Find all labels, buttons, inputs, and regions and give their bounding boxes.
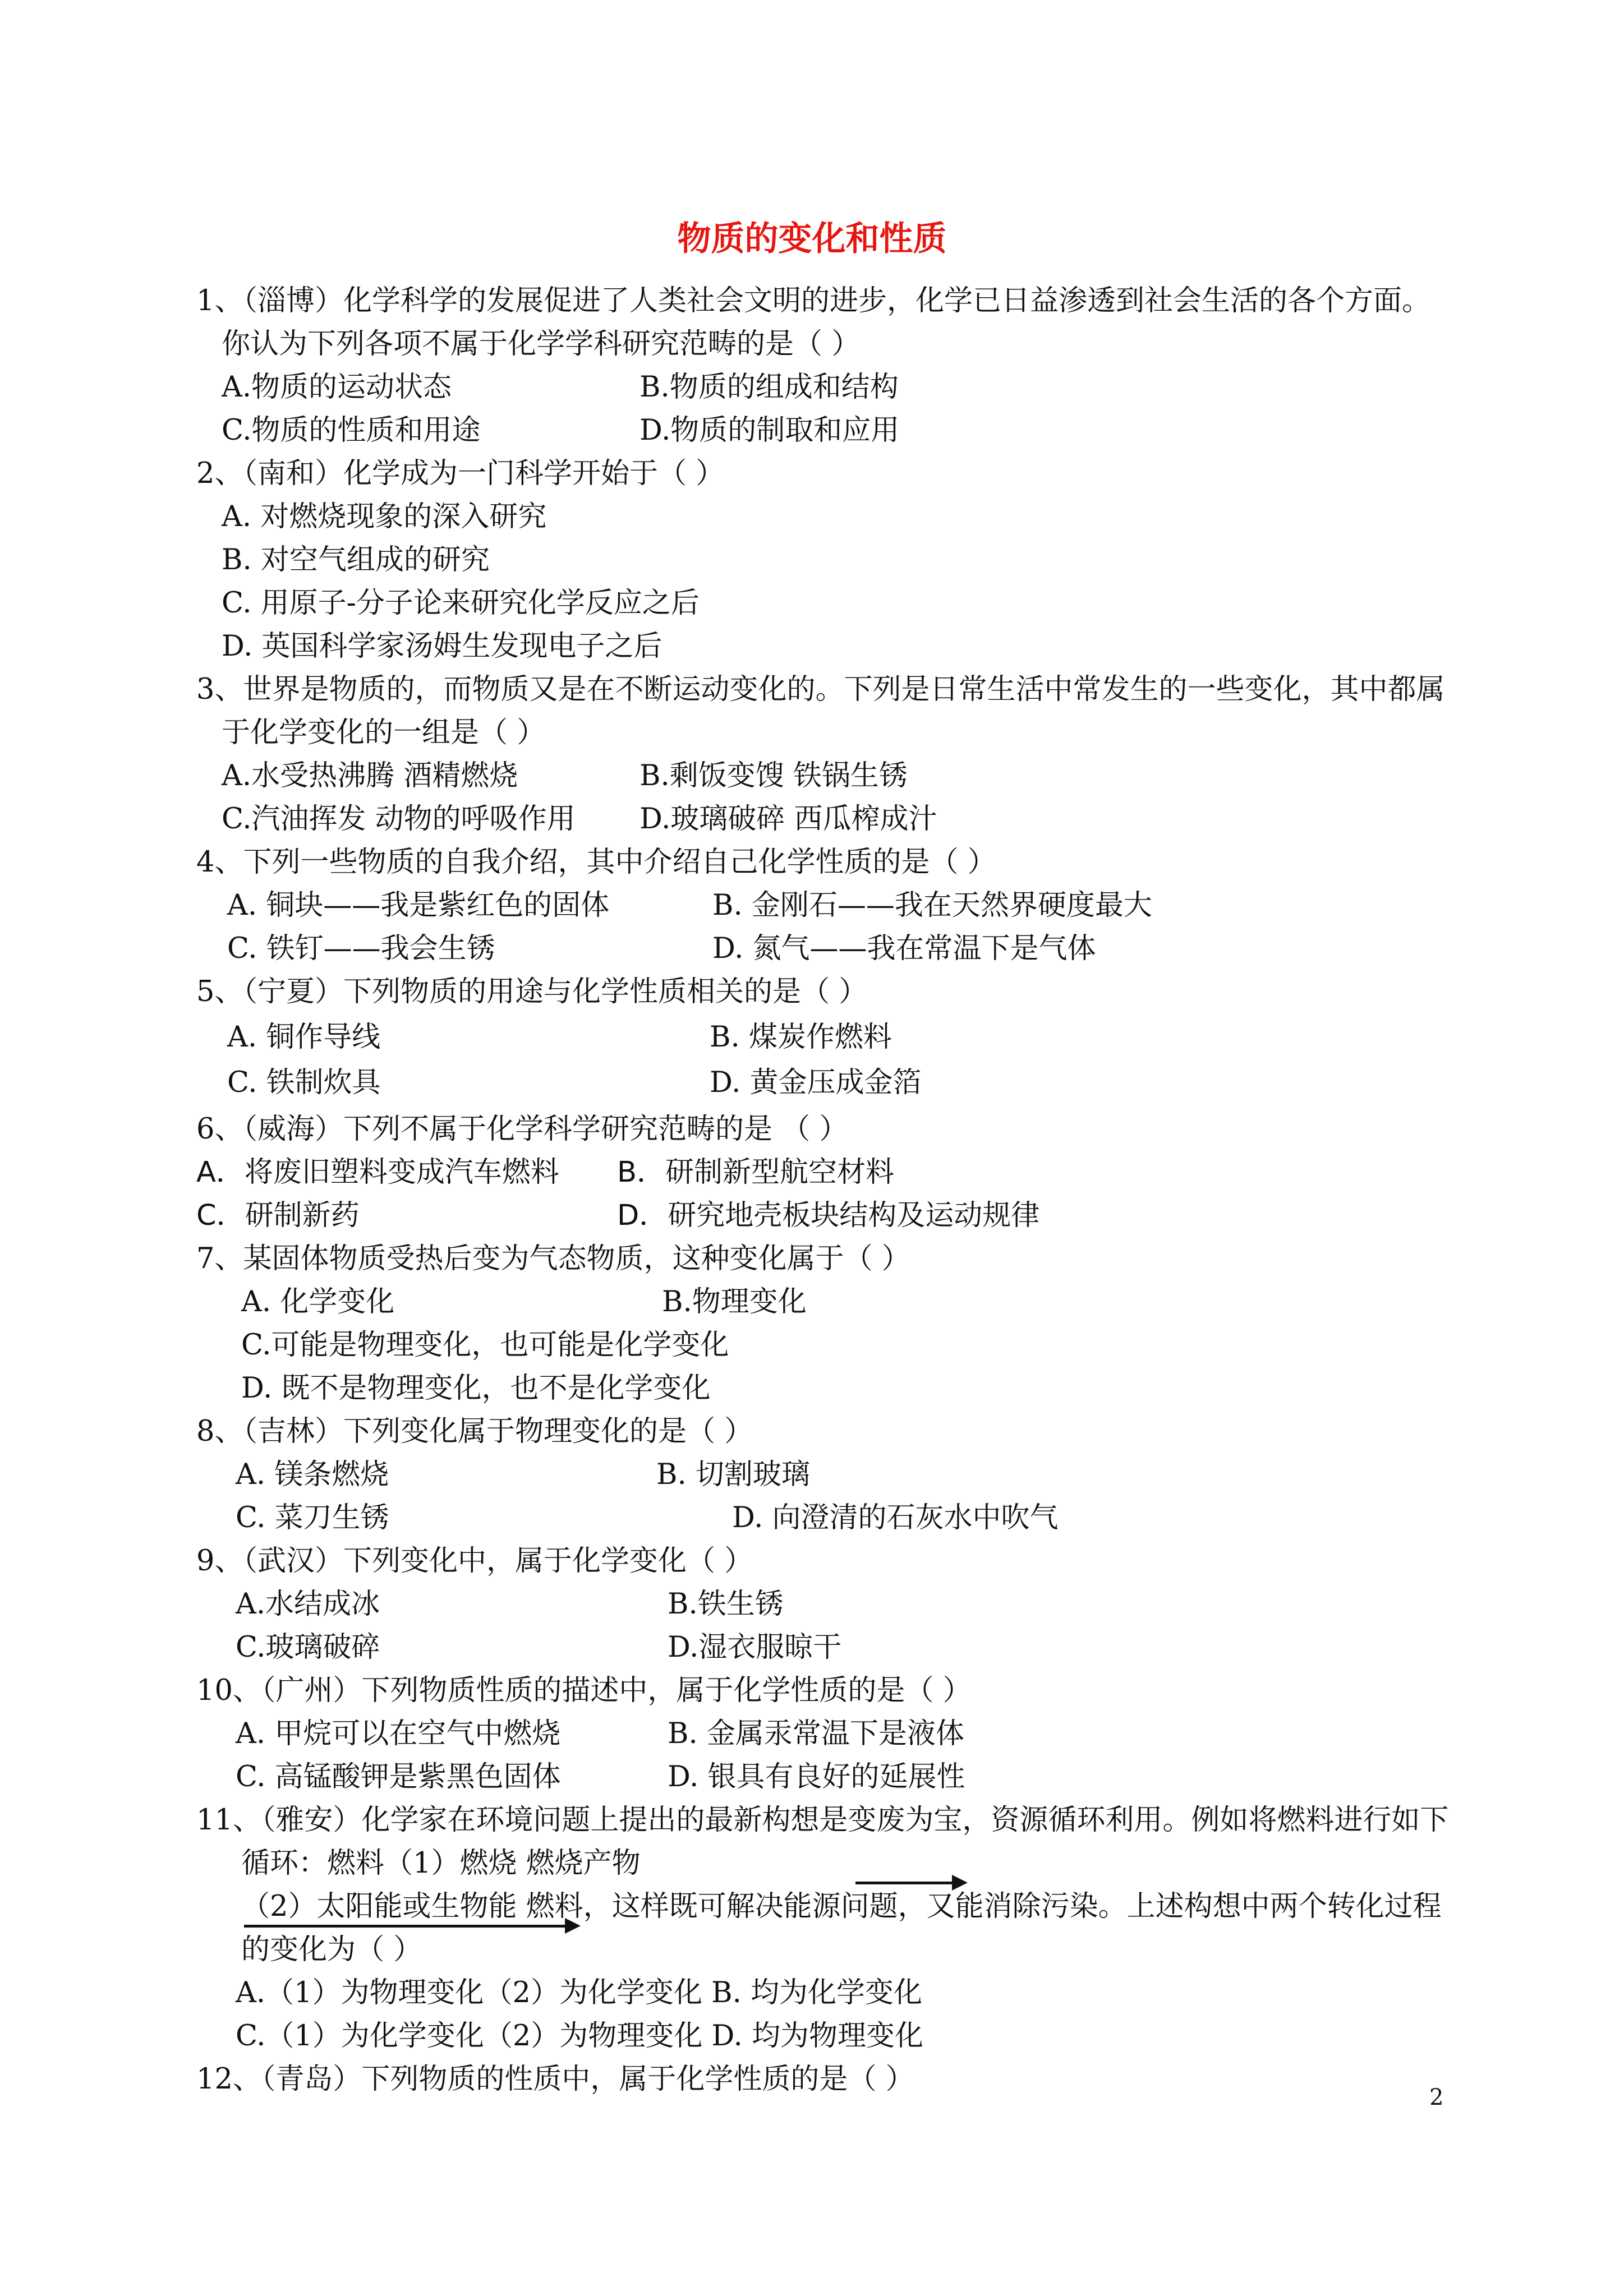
q6-option-b: B．研制新型航空材料 — [617, 1156, 894, 1189]
q3-option-b: B.剩饭变馊 铁锅生锈 — [640, 759, 908, 792]
q2-option-d: D. 英国科学家汤姆生发现电子之后 — [222, 630, 663, 663]
q10-stem: 10、（广州）下列物质性质的描述中，属于化学性质的是（ ） — [196, 1674, 972, 1707]
q9-option-b: B.铁生锈 — [668, 1588, 784, 1621]
q11-arrow-icon-2 — [244, 1916, 581, 1935]
q11-stem-cont2: （2）太阳能或生物能 燃料，这样既可解决能源问题，又能消除污染。上述构想中两个转化过程 — [241, 1890, 1442, 1923]
q6-option-d: D．研究地壳板块结构及运动规律 — [617, 1199, 1040, 1232]
q8-option-a: A. 镁条燃烧 — [236, 1458, 389, 1491]
q6-option-c: C．研制新药 — [196, 1199, 360, 1232]
q9-option-c: C.玻璃破碎 — [236, 1631, 380, 1664]
q10-option-a: A. 甲烷可以在空气中燃烧 — [236, 1717, 561, 1750]
q6-stem: 6、（威海）下列不属于化学科学研究范畴的是 （ ） — [196, 1113, 848, 1146]
q2-option-c: C. 用原子-分子论来研究化学反应之后 — [222, 587, 700, 620]
q4-option-c: C. 铁钉——我会生锈 — [227, 932, 495, 965]
q1-stem-cont: 你认为下列各项不属于化学学科研究范畴的是（ ） — [222, 328, 861, 361]
q8-option-d: D. 向澄清的石灰水中吹气 — [732, 1501, 1059, 1534]
q3-option-a: A.水受热沸腾 酒精燃烧 — [222, 759, 518, 792]
q4-option-b: B. 金刚石——我在天然界硬度最大 — [712, 889, 1152, 922]
q11-stem-cont: 循环：燃料（1）燃烧 燃烧产物 — [241, 1847, 641, 1880]
q1-option-a: A.物质的运动状态 — [222, 371, 452, 404]
q8-option-c: C. 菜刀生锈 — [236, 1501, 389, 1534]
q3-option-c: C.汽油挥发 动物的呼吸作用 — [222, 803, 576, 836]
q9-option-d: D.湿衣服晾干 — [668, 1631, 842, 1664]
q1-option-d: D.物质的制取和应用 — [640, 414, 900, 447]
q5-option-a: A. 铜作导线 — [227, 1021, 381, 1054]
q7-option-b: B.物理变化 — [662, 1285, 807, 1318]
q1-option-c: C.物质的性质和用途 — [222, 414, 481, 447]
q11-stem-cont3: 的变化为（ ） — [241, 1933, 422, 1966]
q3-stem-cont: 于化学变化的一组是（ ） — [222, 716, 546, 749]
q11-option-ab: A.（1）为物理变化（2）为化学变化 B. 均为化学变化 — [236, 1976, 923, 2009]
q2-option-a: A. 对燃烧现象的深入研究 — [222, 500, 547, 533]
q5-option-b: B. 煤炭作燃料 — [710, 1021, 892, 1054]
q9-option-a: A.水结成冰 — [236, 1588, 380, 1621]
q9-stem: 9、（武汉）下列变化中，属于化学变化（ ） — [196, 1545, 753, 1578]
q2-stem: 2、（南和）化学成为一门科学开始于（ ） — [196, 457, 725, 490]
q3-stem: 3、世界是物质的，而物质又是在不断运动变化的。下列是日常生活中常发生的一些变化，其中都属 — [196, 673, 1445, 706]
q4-stem: 4、下列一些物质的自我介绍，其中介绍自己化学性质的是（ ） — [196, 846, 996, 879]
q10-option-b: B. 金属汞常温下是液体 — [668, 1717, 964, 1750]
q8-option-b: B. 切割玻璃 — [656, 1458, 810, 1491]
page-number: 2 — [1429, 2085, 1444, 2110]
q5-stem: 5、（宁夏）下列物质的用途与化学性质相关的是（ ） — [196, 975, 868, 1008]
q7-stem: 7、某固体物质受热后变为气态物质，这种变化属于（ ） — [196, 1242, 910, 1275]
q7-option-c: C.可能是物理变化，也可能是化学变化 — [241, 1329, 729, 1362]
q1-stem: 1、（淄博）化学科学的发展促进了人类社会文明的进步，化学已日益渗透到社会生活的各个方面。 — [196, 284, 1430, 317]
q1-option-b: B.物质的组成和结构 — [640, 371, 899, 404]
q8-stem: 8、（吉林）下列变化属于物理变化的是（ ） — [196, 1415, 753, 1448]
page-title: 物质的变化和性质 — [677, 219, 947, 259]
q10-option-d: D. 银具有良好的延展性 — [668, 1760, 965, 1794]
q7-option-a: A. 化学变化 — [241, 1285, 395, 1318]
q6-option-a: A．将废旧塑料变成汽车燃料 — [196, 1156, 559, 1189]
q7-option-d: D. 既不是物理变化，也不是化学变化 — [241, 1372, 711, 1405]
q2-option-b: B. 对空气组成的研究 — [222, 543, 490, 577]
q4-option-d: D. 氮气——我在常温下是气体 — [712, 932, 1096, 965]
q12-stem: 12、（青岛）下列物质的性质中，属于化学性质的是（ ） — [196, 2063, 914, 2096]
q4-option-a: A. 铜块——我是紫红色的固体 — [227, 889, 610, 922]
q3-option-d: D.玻璃破碎 西瓜榨成汁 — [640, 803, 937, 836]
q10-option-c: C. 高锰酸钾是紫黑色固体 — [236, 1760, 561, 1794]
q11-option-cd: C.（1）为化学变化（2）为物理变化 D. 均为物理变化 — [236, 2020, 924, 2053]
q11-arrow-icon — [855, 1873, 968, 1892]
q11-stem: 11、（雅安）化学家在环境问题上提出的最新构想是变废为宝，资源循环利用。例如将燃料进行如下 — [196, 1804, 1449, 1837]
q5-option-d: D. 黄金压成金箔 — [710, 1066, 922, 1099]
q5-option-c: C. 铁制炊具 — [227, 1066, 381, 1099]
